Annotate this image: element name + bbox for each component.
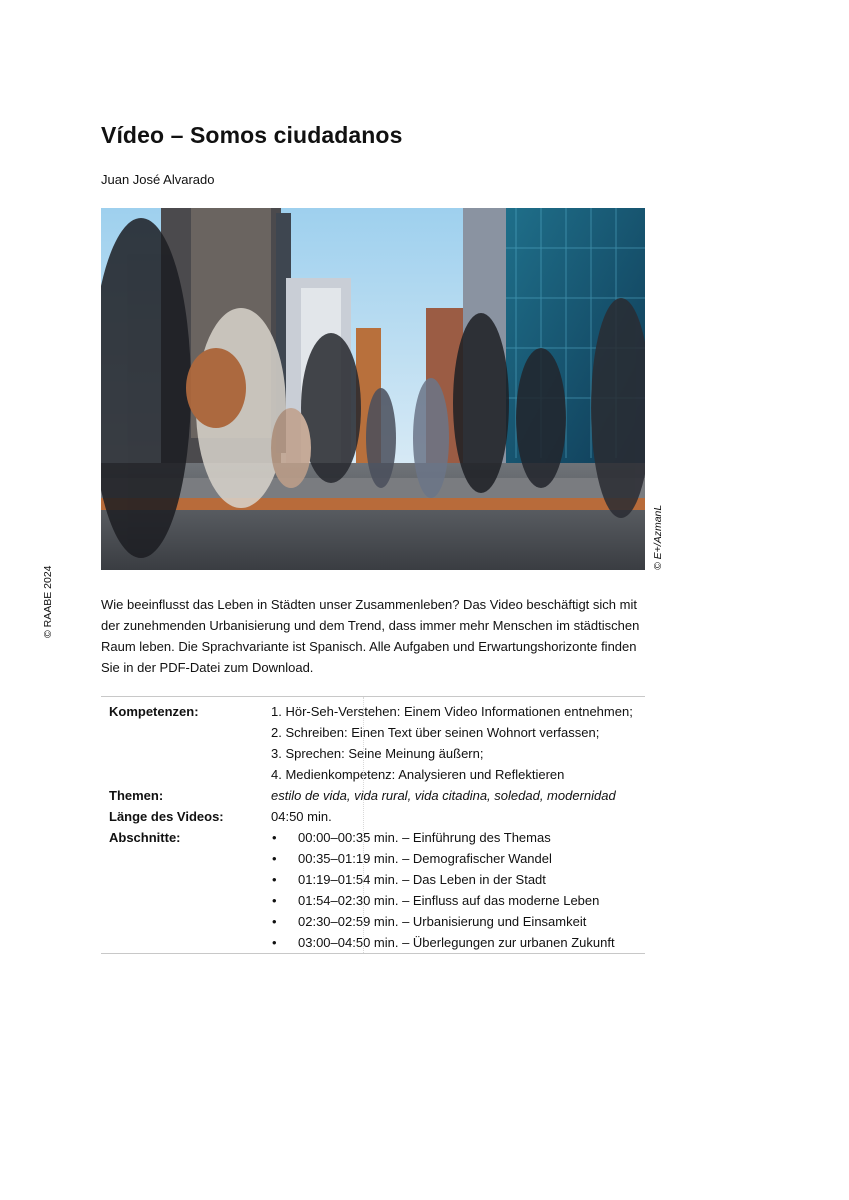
competences-row xyxy=(101,701,645,785)
intro-paragraph: Wie beeinflusst das Leben in Städten unser Zusammenleben? Das Video beschäftigt sich mit der zunehmenden Urbanisierung und dem Trend, dass immer mehr Menschen im städtischen Raum leben. Die Sprachvariante ist Spanisch. Alle Aufgaben und Erwartungshorizonte finden Sie in der PDF-Datei zum Download. xyxy=(101,597,640,675)
city-street-photo xyxy=(101,208,645,570)
bullet-icon: • xyxy=(272,893,277,908)
section-text: 01:54–02:30 min. – Einfluss auf das moderne Leben xyxy=(298,893,600,908)
bullet-icon: • xyxy=(272,914,277,929)
length-value: 04:50 min. xyxy=(271,809,332,824)
competence-item: 3. Sprechen: Seine Meinung äußern; xyxy=(271,746,484,761)
table-divider xyxy=(363,697,364,953)
competences-label: Kompetenzen: xyxy=(109,704,199,719)
section-text: 00:35–01:19 min. – Demografischer Wandel xyxy=(298,851,552,866)
themes-label: Themen: xyxy=(109,788,164,803)
competence-item: 4. Medienkompetenz: Analysieren und Reflektieren xyxy=(271,767,565,782)
length-row xyxy=(101,806,645,827)
section-item xyxy=(271,848,645,869)
author: Juan José Alvarado xyxy=(101,172,215,187)
section-text: 00:00–00:35 min. – Einführung des Themas xyxy=(298,830,551,845)
length-label: Länge des Videos: xyxy=(109,809,224,824)
section-text: 02:30–02:59 min. – Urbanisierung und Einsamkeit xyxy=(298,914,587,929)
sections-label: Abschnitte: xyxy=(109,830,181,845)
bullet-icon: • xyxy=(272,851,277,866)
sections-list xyxy=(271,827,645,953)
section-text: 03:00–04:50 min. – Überlegungen zur urbanen Zukunft xyxy=(298,935,615,950)
section-item xyxy=(271,890,645,911)
side-copyright: © RAABE 2024 xyxy=(42,565,54,638)
competences-list xyxy=(271,701,645,785)
themes-value: estilo de vida, vida rural, vida citadina, soledad, modernidad xyxy=(271,788,616,803)
section-item xyxy=(271,911,645,932)
page-title: Vídeo – Somos ciudadanos xyxy=(101,122,403,148)
photo-credit: © E+/AzmanL xyxy=(652,504,664,570)
competence-item: 1. Hör-Seh-Verstehen: Einem Video Informationen entnehmen; xyxy=(271,704,633,719)
bullet-icon: • xyxy=(272,830,277,845)
section-item xyxy=(271,932,645,953)
competence-item: 2. Schreiben: Einen Text über seinen Wohnort verfassen; xyxy=(271,725,600,740)
bullet-icon: • xyxy=(272,935,277,950)
themes-row xyxy=(101,785,645,806)
section-item xyxy=(271,827,645,848)
section-text: 01:19–01:54 min. – Das Leben in der Stadt xyxy=(298,872,546,887)
info-table xyxy=(101,696,645,954)
section-item xyxy=(271,869,645,890)
bullet-icon: • xyxy=(272,872,277,887)
sections-row xyxy=(101,827,645,953)
